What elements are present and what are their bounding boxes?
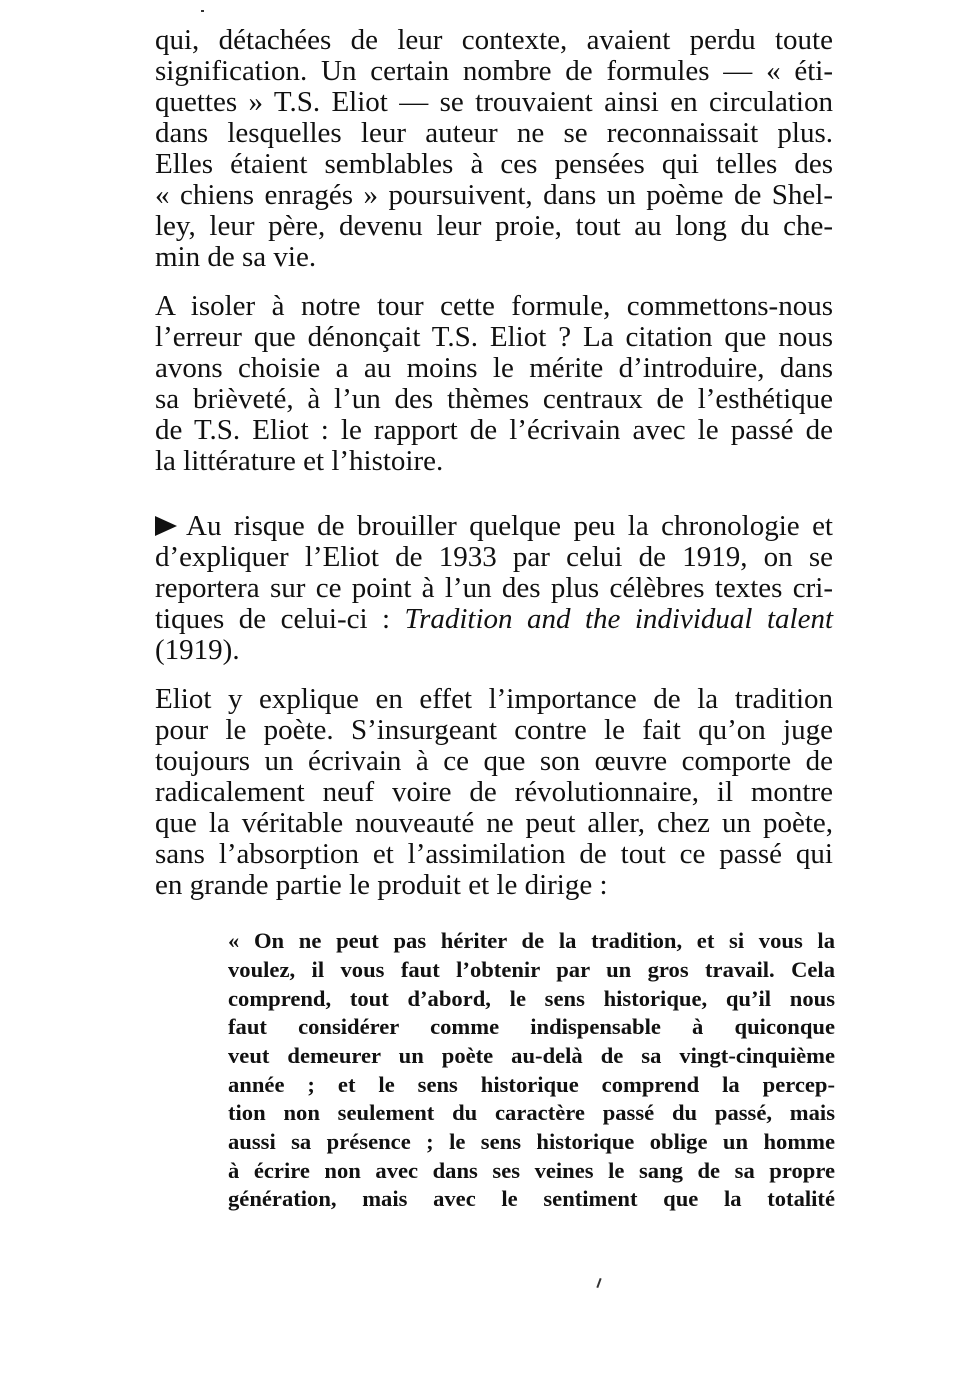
paragraph-1-line: ley, leur père, devenu leur proie, tout au long du che- [155, 210, 833, 242]
quotation-line: comprend, tout d’abord, le sens historique, qu’il nous [228, 986, 835, 1011]
arrow-right-icon [155, 516, 177, 536]
paragraph-3-line: (1919). [155, 634, 240, 666]
quotation-line: génération, mais avec le sentiment que la totalité [228, 1186, 835, 1211]
paragraph-1-line: Elles étaient semblables à ces pensées qui telles des [155, 148, 833, 180]
paragraph-4-line: que la véritable nouveauté ne peut aller, chez un poète, [155, 807, 833, 839]
quotation-line: veut demeurer un poète au-delà de sa vingt-cinquième [228, 1043, 835, 1068]
quotation-line: année ; et le sens historique comprend la percep- [228, 1072, 835, 1097]
quotation-line: voulez, il vous faut l’obtenir par un gros travail. Cela [228, 957, 835, 982]
paragraph-1-line: dans lesquelles leur auteur ne se reconnaissait plus. [155, 117, 833, 149]
quotation-line: « On ne peut pas hériter de la tradition, et si vous la [228, 928, 835, 953]
quotation-line: tion non seulement du caractère passé du passé, mais [228, 1100, 835, 1125]
paragraph-4-line: Eliot y explique en effet l’importance de la tradition [155, 683, 833, 715]
paragraph-4-line: en grande partie le produit et le dirige : [155, 869, 608, 901]
paragraph-3-first-line [155, 510, 833, 542]
paragraph-2-line: avons choisie a au moins le mérite d’introduire, dans [155, 352, 833, 384]
paragraph-1-line: qui, détachées de leur contexte, avaient perdu toute [155, 24, 833, 56]
scan-speck [201, 10, 204, 12]
paragraph-1-line: signification. Un certain nombre de formules — « éti- [155, 55, 833, 87]
quotation-line: faut considérer comme indispensable à quiconque [228, 1014, 835, 1039]
book-title: Tradition and the individual talent [404, 603, 833, 635]
paragraph-4-line: radicalement neuf voire de révolutionnaire, il montre [155, 776, 833, 808]
paragraph-1-line: « chiens enragés » poursuivent, dans un poème de Shel- [155, 179, 833, 211]
paragraph-4-line: sans l’absorption et l’assimilation de tout ce passé qui [155, 838, 833, 870]
paragraph-2-line: de T.S. Eliot : le rapport de l’écrivain avec le passé de [155, 414, 833, 446]
quotation-line: aussi sa présence ; le sens historique oblige un homme [228, 1129, 835, 1154]
paragraph-2-line: l’erreur que dénonçait T.S. Eliot ? La citation que nous [155, 321, 833, 353]
paragraph-3-line [155, 603, 833, 635]
quotation-line: à écrire non avec dans ses veines le sang de sa propre [228, 1158, 835, 1183]
paragraph-4-line: pour le poète. S’insurgeant contre le fait qu’on juge [155, 714, 833, 746]
scan-speck [596, 1278, 601, 1288]
paragraph-4-line: toujours un écrivain à ce que son œuvre comporte de [155, 745, 833, 777]
paragraph-1-line: quettes » T.S. Eliot — se trouvaient ainsi en circulation [155, 86, 833, 118]
paragraph-2-line: A isoler à notre tour cette formule, commettons-nous [155, 290, 833, 322]
paragraph-2-line: sa brièveté, à l’un des thèmes centraux de l’esthétique [155, 383, 833, 415]
paragraph-3-line: d’expliquer l’Eliot de 1933 par celui de 1919, on se [155, 541, 833, 573]
paragraph-3-line-text: Au risque de brouiller quelque peu la chronologie et [186, 510, 833, 542]
paragraph-3-line: reportera sur ce point à l’un des plus célèbres textes cri- [155, 572, 833, 604]
paragraph-1-line: min de sa vie. [155, 241, 317, 273]
paragraph-3-line-text: tiques de celui-ci : [155, 603, 405, 635]
paragraph-2-line: la littérature et l’histoire. [155, 445, 444, 477]
